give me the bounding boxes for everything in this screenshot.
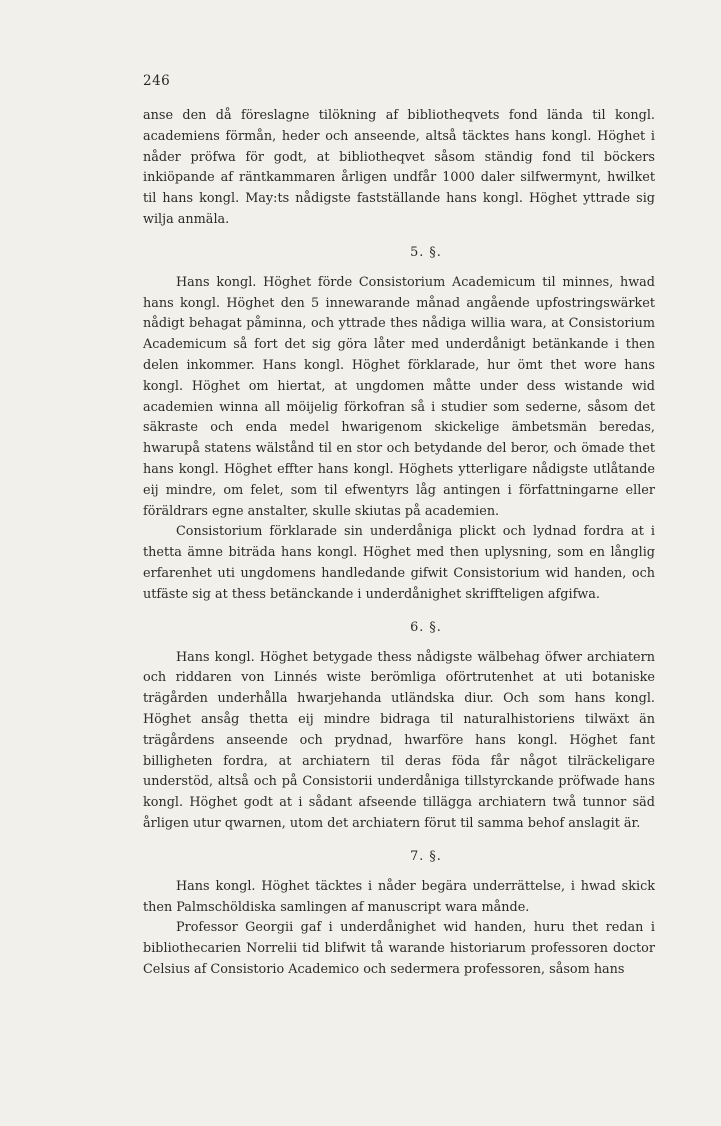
body-text <box>143 106 655 981</box>
section-heading-7: 7. §. <box>410 848 442 864</box>
section-heading-5: 5. §. <box>410 244 442 260</box>
paragraph-7a: Hans kongl. Höghet täcktes i nåder begära underrättelse, i hwad skick then Palmschöldiska samlingen af manuscript wara månde. <box>143 878 655 915</box>
paragraph-6: Hans kongl. Höghet betygade thess nådigste wälbehag öfwer archiatern och riddaren von Linnés wiste berömliga oförtrutenhet at uti botaniske trägården underhålla hwarjehanda utländska diur. Och som hans kongl. Höghet ansåg thetta eij mindre bidraga til naturalhistoriens tilwäxt än trägårdens anseende och prydnad, hwarföre hans kongl. Höghet fant billigheten fordra, at archiatern til deras föda får något tilräckeligare understöd, altså och på Consistorii underdåniga tillstyrckande pröfwade hans kongl. Höghet godt at i sådant afseende tillägga archiatern twå tunnor säd årligen utur qwarnen, utom det archiatern förut til samma behof anslagit är. <box>143 649 655 831</box>
paragraph-5a: Hans kongl. Höghet förde Consistorium Academicum til minnes, hwad hans kongl. Höghet den 5 innewarande månad angående upfostringswärket nådigt behagat påminna, och yttrade thes nådiga willia wara, at Consistorium Academicum så fort det sig göra låter med underdånigt betänkande i then delen inkommer. Hans kongl. Höghet förklarade, hur ömt thet wore hans kongl. Höghet om hiertat, at ungdomen måtte under dess wistande wid academien winna all möijelig förkofran så i studier som sederne, såsom det säkraste och enda medel hwarigenom skickelige ämbetsmän beredas, hwarupå statens wälstånd til en stor och betydande del beror, och ömade thet hans kongl. Höghet effter hans kongl. Höghets ytterligare nådigste utlåtande eij mindre, om felet, som til efwentyrs låg antingen i författningarne eller föräldrars egne anstalter, skulle skiutas på academien. <box>143 274 655 519</box>
section-heading-6: 6. §. <box>410 619 442 635</box>
page-number: 246 <box>143 73 171 89</box>
paragraph-5b: Consistorium förklarade sin underdåniga plickt och lydnad fordra at i thetta ämne biträda hans kongl. Höghet med then uplysning, som en långlig erfarenhet uti ungdomens handledande gifwit Consistorium wid handen, och utfäste sig at thess betänckande i underdånighet skriffteligen afgifwa. <box>143 524 655 602</box>
paragraph-continuation: anse den då föreslagne tilökning af bibliotheqvets fond lända til kongl. academiens förmån, heder och anseende, altså täcktes hans kongl. Höghet i nåder pröfwa för godt, at bibliotheqvet såsom ständig fond til böckers inkiöpande af räntkammaren årligen undfår 1000 daler silfwermynt, hwilket til hans kongl. May:ts nådigste fastställande hans kongl. Höghet yttrade sig wilja anmäla. <box>143 108 655 227</box>
paragraph-7b: Professor Georgii gaf i underdånighet wid handen, huru thet redan i bibliothecarien Norrelii tid blifwit tå warande historiarum professoren doctor Celsius af Consistorio Academico och sedermera professoren, såsom hans <box>143 920 655 977</box>
